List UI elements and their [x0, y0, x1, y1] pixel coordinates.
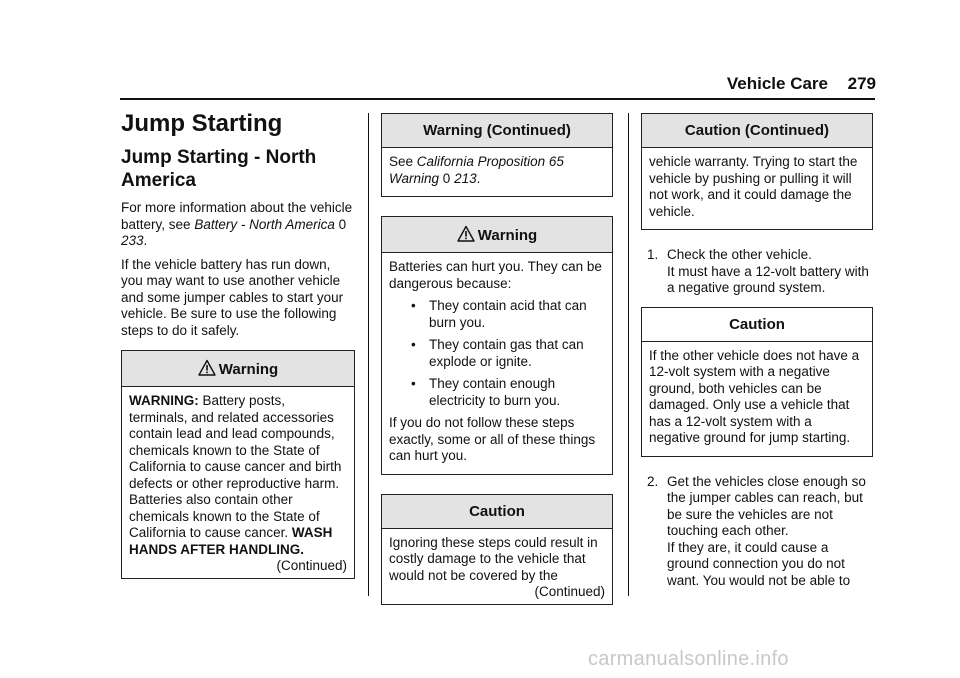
caution-header: Caution — [382, 495, 612, 529]
prop65-link[interactable]: California Proposition 65 Warning — [389, 154, 564, 186]
intro-paragraph: For more information about the vehicle battery, see Battery - North America 0 233. — [121, 200, 353, 248]
warning-body: WARNING: Battery posts, terminals, and related accessories contain lead and lead compounds, chemicals known to the State of California to cause cancer and birth defects or other reproductive harm. Batteries also contain other chemicals known to the State of California to cause cancer. WASH HANDS AFTER HANDLING. (Continued) — [129, 393, 347, 573]
step-2: 2. Get the vehicles close enough so the jumper cables can reach, but be sure the vehicles are not touching each other. If they are, it could cause a ground connection you do not want. You would not be able to — [647, 473, 866, 588]
caution-body: Ignoring these steps could result in costly damage to the vehicle that would not be covered by the (Continued) — [389, 534, 605, 599]
column-divider-2 — [628, 113, 629, 596]
paragraph-2: If the vehicle battery has run down, you may want to use another vehicle and some jumper cables to start your vehicle. Be sure to use the following steps to do it safely. — [121, 256, 344, 338]
page-ref-icon: 0 — [442, 170, 451, 186]
page-number: 279 — [847, 74, 876, 93]
list-item: • They contain acid that can burn you. — [411, 298, 587, 330]
step-1: 1. Check the other vehicle. It must have a 12-volt battery with a negative ground system. — [647, 247, 869, 295]
battery-warning-box — [381, 216, 613, 475]
column-1 — [121, 110, 355, 579]
subheading: Jump Starting - North America — [121, 147, 317, 191]
page-ref[interactable]: 213 — [454, 170, 477, 186]
page-header — [0, 74, 960, 98]
caution-continued-body: vehicle warranty. Trying to start the vehicle by pushing or pulling it will not work, and it could damage the vehicle. — [649, 154, 858, 219]
caution-box — [381, 494, 613, 605]
page-ref[interactable]: 233 — [121, 233, 144, 248]
warning-header: Warning — [122, 351, 354, 387]
warning-box — [121, 350, 355, 579]
continued-label: (Continued) — [534, 584, 605, 599]
battery-link[interactable]: Battery - North America — [194, 216, 335, 232]
section-title: Vehicle Care — [726, 74, 828, 93]
list-item: • They contain enough electricity to burn you. — [411, 376, 561, 408]
battery-warning-header: Warning — [382, 217, 612, 253]
page-title: Jump Starting — [121, 110, 283, 137]
warning-continued-body: See California Proposition 65 Warning 0 213. — [389, 154, 564, 186]
list-item: • They contain gas that can explode or ignite. — [411, 337, 584, 369]
column-divider-1 — [368, 113, 369, 596]
header-rule — [120, 98, 875, 100]
warning-continued-box — [381, 113, 613, 197]
column-2 — [381, 113, 613, 605]
warning-icon — [198, 359, 216, 377]
caution-header-2: Caution — [642, 308, 872, 342]
warning-continued-header: Warning (Continued) — [382, 114, 612, 148]
caution-box-2 — [641, 307, 873, 457]
watermark: carmanualsonline.info — [588, 648, 789, 670]
warning-icon — [457, 225, 475, 243]
page-ref-icon: 0 — [338, 216, 347, 232]
battery-warning-body: Batteries can hurt you. They can be dangerous because: • They contain acid that can burn you. • They contain gas that can explode or ignite. • They contain enough electricity to burn you. If you do not follow these steps exactly, some or all of these things can hurt you. — [382, 253, 612, 474]
caution-body-2: If the other vehicle does not have a 12-volt system with a negative ground, both vehicles can be damaged. Only use a vehicle that has a 12-volt system with a negative ground for jump starting. — [649, 347, 860, 445]
continued-label: (Continued) — [276, 558, 347, 573]
column-3 — [641, 113, 873, 595]
caution-continued-header: Caution (Continued) — [642, 114, 872, 148]
caution-continued-box — [641, 113, 873, 230]
